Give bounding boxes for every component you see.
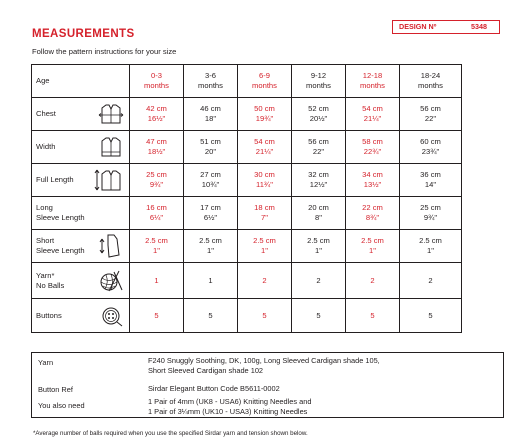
long-sleeve-label: Long Sleeve Length [32, 197, 130, 230]
yarn-label: Yarn* No Balls [32, 263, 130, 299]
width-label: Width [32, 131, 130, 164]
short-sleeve-0: 2.5 cm 1" [130, 230, 184, 263]
buttons-1: 5 [184, 299, 238, 333]
short-sleeve-1: 2.5 cm 1" [184, 230, 238, 263]
yarn-row [32, 263, 462, 299]
short-sleeve-label: Short Sleeve Length [32, 230, 130, 263]
yarn-4: 2 [346, 263, 400, 299]
short-sleeve-4: 2.5 cm 1" [346, 230, 400, 263]
chest-0: 42 cm 16½" [130, 98, 184, 131]
yarn-3: 2 [292, 263, 346, 299]
cardigan-length-icon [94, 168, 124, 192]
long-sleeve-1: 17 cm 6½" [184, 197, 238, 230]
width-5: 60 cm 23¾" [400, 131, 462, 164]
cardigan-icon [98, 103, 124, 125]
also-need-value: 1 Pair of 4mm (UK8 - USA6) Knitting Needles and 1 Pair of 3¼mm (UK10 - USA3) Knitting Needles [148, 397, 312, 416]
buttons-0: 5 [130, 299, 184, 333]
full-length-label: Full Length [32, 164, 130, 197]
size-12-18: 12-18 months [346, 65, 400, 98]
also-need-label: You also need [38, 401, 85, 410]
design-number-box [392, 20, 500, 34]
short-sleeve-2: 2.5 cm 1" [238, 230, 292, 263]
full-length-3: 32 cm 12½" [292, 164, 346, 197]
size-3-6: 3-6 months [184, 65, 238, 98]
yarn-footnote: *Average number of balls required when you use the specified Sirdar yarn and tension shown below. [33, 430, 308, 437]
sleeve-icon [98, 233, 124, 259]
button-ref-label: Button Ref [38, 385, 73, 394]
page-subtitle: Follow the pattern instructions for your size [32, 47, 177, 56]
full-length-0: 25 cm 9¾" [130, 164, 184, 197]
button-ref-value: Sirdar Elegant Button Code B5611-0002 [148, 384, 280, 393]
cardigan-icon [98, 136, 124, 158]
width-0: 47 cm 18½" [130, 131, 184, 164]
long-sleeve-5: 25 cm 9¾" [400, 197, 462, 230]
yarn-1: 1 [184, 263, 238, 299]
full-length-5: 36 cm 14" [400, 164, 462, 197]
long-sleeve-3: 20 cm 8" [292, 197, 346, 230]
size-0-3: 0-3 months [130, 65, 184, 98]
width-2: 54 cm 21¼" [238, 131, 292, 164]
long-sleeve-0: 16 cm 6¼" [130, 197, 184, 230]
page-title: MEASUREMENTS [32, 28, 135, 40]
short-sleeve-3: 2.5 cm 1" [292, 230, 346, 263]
yarn-info-value: F240 Snuggly Soothing, DK, 100g, Long Sleeved Cardigan shade 105, Short Sleeved Cardigan shade 102 [148, 356, 380, 375]
chest-row [32, 98, 462, 131]
design-number: 5348 [471, 22, 487, 31]
short-sleeve-row [32, 230, 462, 263]
materials-box [31, 352, 504, 418]
full-length-row [32, 164, 462, 197]
width-3: 56 cm 22" [292, 131, 346, 164]
size-18-24: 18-24 months [400, 65, 462, 98]
size-9-12: 9-12 months [292, 65, 346, 98]
yarn-0: 1 [130, 263, 184, 299]
buttons-row [32, 299, 462, 333]
yarn-2: 2 [238, 263, 292, 299]
chest-3: 52 cm 20½" [292, 98, 346, 131]
full-length-2: 30 cm 11¾" [238, 164, 292, 197]
width-1: 51 cm 20" [184, 131, 238, 164]
chest-2: 50 cm 19¾" [238, 98, 292, 131]
chest-1: 46 cm 18" [184, 98, 238, 131]
yarn-ball-icon [96, 269, 124, 293]
age-row [32, 65, 462, 98]
yarn-5: 2 [400, 263, 462, 299]
full-length-1: 27 cm 10¾" [184, 164, 238, 197]
full-length-4: 34 cm 13½" [346, 164, 400, 197]
yarn-info-label: Yarn [38, 358, 54, 367]
buttons-label: Buttons [32, 299, 130, 333]
buttons-2: 5 [238, 299, 292, 333]
short-sleeve-5: 2.5 cm 1" [400, 230, 462, 263]
chest-label: Chest [32, 98, 130, 131]
buttons-4: 5 [346, 299, 400, 333]
age-label: Age [32, 65, 130, 98]
width-row [32, 131, 462, 164]
long-sleeve-2: 18 cm 7" [238, 197, 292, 230]
buttons-5: 5 [400, 299, 462, 333]
size-6-9: 6-9 months [238, 65, 292, 98]
measurements-table [31, 64, 462, 333]
design-label: DESIGN Nº [399, 22, 437, 31]
buttons-3: 5 [292, 299, 346, 333]
button-icon [100, 305, 124, 327]
chest-5: 56 cm 22" [400, 98, 462, 131]
long-sleeve-row [32, 197, 462, 230]
long-sleeve-4: 22 cm 8¾" [346, 197, 400, 230]
width-4: 58 cm 22¾" [346, 131, 400, 164]
chest-4: 54 cm 21¼" [346, 98, 400, 131]
